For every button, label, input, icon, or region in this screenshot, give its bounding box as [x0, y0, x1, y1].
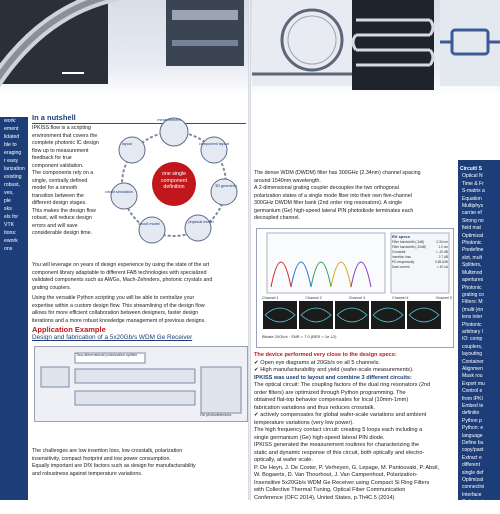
example-line: insensitivity, compact footprint and low power consumption. — [32, 455, 171, 462]
reference-line: W. Bogaerts, D. Van Thourhout, J. Van Campenhout, Polarization- — [254, 472, 418, 478]
ipkiss-gen-line: static and dynamic response of this circuit, both optically and electro- — [254, 449, 425, 456]
left-panel-line: els for — [4, 214, 19, 220]
right-panel-line: apertures — [462, 277, 484, 284]
right-panel-line: language — [462, 432, 483, 439]
left-panel-line: work: — [4, 118, 17, 124]
intro-line: This makes the design flow — [32, 207, 96, 214]
ipkiss-gen-line: optically, at wafer scale. — [254, 457, 313, 463]
para2-line: validated components such as AWGs, Mach-Zehnders, photonic crystals and — [32, 277, 213, 283]
cycle-center-line: component — [160, 177, 188, 184]
left-panel-line: existing — [4, 174, 22, 180]
right-panel-line: Container — [462, 358, 484, 365]
intro-line: single, centrally defined — [32, 177, 88, 184]
left-panel-line: ement — [4, 126, 19, 132]
intro-line: robust, will reduce design — [32, 215, 92, 221]
cycle-stage-label: 3D geometry — [215, 184, 237, 188]
right-panel-line: Multimod — [462, 269, 483, 276]
cycle-stage-label: component layout — [199, 142, 229, 146]
right-panel-line: Splitters, — [462, 262, 482, 269]
receiver-layout-figure — [34, 346, 248, 422]
right-panel-line: Strong no — [462, 217, 484, 224]
right-panel-line: Extract e — [462, 454, 482, 461]
reference-line: Insensitive 5x20Gb/s WDM Ge Receiver using Compact Si Ring Filters — [254, 479, 430, 486]
right-panel-line: slot, mult — [462, 254, 483, 261]
channel-label: Channel 2 — [305, 296, 322, 300]
specs-table — [392, 240, 448, 270]
optical-line: obtained flat-top behavior compensates for local (10mm-1mm) — [254, 397, 409, 403]
right-panel-line: single def — [462, 469, 484, 476]
cycle-stage-label: physical model — [188, 220, 214, 224]
spiral-photo — [352, 0, 434, 90]
para3-line: iterations and a more robust knowledge management of previous designs. — [32, 317, 206, 324]
channel-label: Channel 5 — [435, 296, 452, 300]
spec-value: 0.55 A/W — [435, 260, 448, 264]
intro-line: flow up to measurement — [32, 147, 89, 154]
spec-value: 2.7 dB — [438, 255, 448, 259]
results-highlight: The device performed very close to the design specs: — [254, 352, 397, 358]
left-panel-line: sks — [4, 206, 12, 212]
intro-line: complete photonic IC design — [32, 140, 99, 146]
right-panel-line: IO: comp — [462, 336, 483, 343]
spec-label: Insertion loss — [392, 255, 411, 259]
right-panel-line: Alignmen — [462, 365, 483, 372]
right-panel-line: definitio — [462, 410, 480, 417]
intro-line: transition between the — [32, 192, 84, 199]
cycle-center-label — [152, 171, 196, 191]
optical-line: fabrication variations and thus reduces crosstalk. — [254, 404, 375, 411]
heater-line: temperature variations (very low power). — [254, 419, 354, 426]
right-panel-line: Optical N — [462, 173, 483, 180]
ipkiss-gen-line: IPKISS generated the measurement routines for characterizing the — [254, 442, 420, 448]
cycle-center-line: one single — [161, 171, 187, 177]
reference-line: P. De Heyn, J. De Coster, P. Verheyen, G. Lepage, M. Pantouvaki, P. Absil, — [254, 464, 440, 471]
example-subheading: Design and fabrication of a 5x20Gb/s WDM Ge Receiver — [32, 334, 193, 341]
right-panel-line: Photonic — [462, 240, 482, 247]
spec-label: PD responsivity — [392, 260, 415, 264]
right-panel-line: Time & Fr — [462, 180, 484, 187]
bitrate-note: Bitrate 20Gb/s · SNR > 7.0 (BER < 1e-12) — [262, 334, 337, 339]
left-panel-line: lidated — [4, 134, 20, 140]
right-panel-line: connectivi — [462, 484, 485, 491]
left-panel-line: r easy — [4, 158, 19, 164]
spec-label: Filter bandwidth (-3dB) — [392, 240, 425, 244]
intro-line: The components rely on a — [32, 170, 94, 176]
right-panel-line: S-matrix a — [462, 188, 485, 195]
right-panel-line: lens inter — [462, 314, 483, 321]
channel-labels — [262, 296, 452, 300]
right-panel-line: grating co — [462, 291, 484, 298]
intro-line: component validation. — [32, 162, 84, 169]
right-panel-line: Export mu — [462, 380, 485, 387]
specs-title: RX specs — [392, 234, 411, 239]
intro-line: considerable design time. — [32, 230, 93, 236]
right-panel-line: Control e — [462, 388, 483, 395]
para2-line: You will leverage on years of design experience by using the state of the art — [32, 262, 210, 268]
filter-line: The dense WDM (DWDM) filter has 300GHz (2.34nm) channel spacing — [254, 170, 421, 176]
right-panel-line: numeric — [462, 506, 480, 513]
spec-value: 1.2 nm — [438, 245, 448, 249]
nutshell-paragraph-2 — [32, 262, 248, 292]
heater-line: ✔ actively compensates for global wafer-scale variations and ambient — [254, 412, 427, 418]
result-bullet: ✔ High manufacturability and yield (wafer-scale measurements). — [254, 367, 414, 373]
right-feature-panel — [458, 160, 500, 513]
channel-label: Channel 3 — [348, 296, 366, 300]
filter-line: 300GHz DWDM filter bank (2nd order ring resonators). A single — [254, 200, 403, 206]
right-panel-line: couplers, — [462, 343, 483, 350]
intro-line: IPKISS.flow is a scripting — [32, 125, 91, 131]
right-panel-line: Mask rou — [462, 373, 483, 380]
cycle-center-line: definition — [163, 184, 185, 190]
right-panel-line: Photonic — [462, 321, 482, 328]
filter-description — [254, 170, 454, 223]
results-block — [254, 352, 454, 502]
example-paragraph — [32, 448, 248, 478]
right-panel-line: Multiphys — [462, 203, 484, 210]
spec-label: Crosstalk — [392, 250, 406, 254]
optical-line: The optical circuit: The coupling factors of the dual ring resonators (2nd — [254, 382, 431, 388]
intro-line: environment that covers the — [32, 132, 98, 139]
para2-line: grating couplers. — [32, 284, 72, 291]
reference-line: Conference (OFC 2014), United States, p.Th4C.5 (2014) — [254, 494, 395, 501]
spec-label: Dark current — [392, 265, 410, 269]
intro-line: feedback for true — [32, 155, 72, 161]
spec-value: < -20 dB — [435, 250, 448, 254]
intro-line: model for a smooth — [32, 185, 78, 191]
intro-line: errors and will save — [32, 222, 78, 229]
para2-line: component library adaptable to different FAB technologies with specialized — [32, 269, 207, 276]
right-panel-line: Predefine — [462, 247, 484, 254]
optical-line: order filters) are optimized through Python programming. The — [254, 389, 406, 396]
cycle-stage-label: circuit simulation — [104, 190, 134, 194]
filter-line: polarization states of a single mode fiber into their own five-channel — [254, 192, 412, 199]
right-panel-line: Python p — [462, 417, 482, 424]
right-panel-line: Filters: M — [462, 299, 483, 306]
cycle-stage-label: layout — [121, 142, 133, 146]
waveguide-photo — [0, 0, 108, 84]
cycle-stage-label: circuit model — [138, 222, 160, 226]
right-panel-line: Interface — [462, 491, 482, 498]
filter-line: around 1540nm wavelength. — [254, 177, 321, 184]
example-line: The challenges are low insertion loss, low crosstalk, polarization — [32, 448, 183, 454]
micro-photo — [166, 0, 244, 66]
right-panel-line: from IPKI — [462, 395, 483, 402]
right-panel-line: layouting — [462, 351, 483, 358]
right-panel-line: field mat — [462, 225, 481, 232]
right-panel-line: Optimizat — [462, 477, 484, 484]
right-panel-line: Embed te — [462, 403, 484, 409]
ipkiss-line: IPKISS was used to layout and combine 3 different circuits: — [254, 374, 412, 381]
spec-row — [392, 265, 448, 270]
para3-line: expertise within a custom design flow. This streamlining of the design flow — [32, 302, 205, 309]
page-spine — [248, 0, 251, 500]
fig-label-ge: Ge photodetectors — [200, 413, 232, 417]
left-panel-line: VTK — [4, 222, 15, 228]
left-feature-panel — [0, 117, 28, 500]
filter-line: A 2-dimensional grating coupler decouples the two orthogonal — [254, 185, 399, 191]
nutshell-paragraph-3 — [32, 295, 248, 325]
right-panel-line: carrier ef — [462, 210, 482, 217]
left-panel-line: ves, — [4, 190, 14, 196]
hf-line: The high frequency contact circuit: creating 5 loops each including a — [254, 427, 423, 433]
left-panel-line: ework — [4, 238, 18, 244]
reference-line: with Collective Thermal Tuning, Optical Fiber Communication — [254, 487, 406, 493]
right-panel-line: Define bu — [462, 440, 484, 447]
filter-line: germanium (Ge) high-speed lateral PIN photodiode terminates each — [254, 207, 414, 214]
right-panel-line: Equation — [462, 195, 482, 202]
result-bullet: ✔ Open eye diagrams at 20Gb/s on all 5 channels. — [254, 359, 380, 366]
right-panel-line: Optimizat — [462, 232, 484, 239]
right-panel-line: different — [462, 462, 480, 469]
right-panel-title: Circuit/ S — [460, 166, 482, 172]
device-photo — [440, 0, 500, 86]
right-panel-line: copy/past — [462, 447, 484, 454]
right-panel-line: arbitrary l — [462, 328, 483, 335]
fig-label-splitter: Two-dimensional polarization splitter — [76, 353, 138, 357]
example-heading: Application Example — [32, 325, 106, 334]
intro-line: different design stages. — [32, 200, 87, 206]
spec-label: Filter bandwidth (-20dB) — [392, 245, 427, 249]
para3-line: allows for more efficient collaboration between designers, faster design — [32, 310, 199, 316]
filter-line: decoupled channel. — [254, 215, 300, 221]
cycle-stage-label: measurement — [157, 118, 181, 122]
nutshell-heading: In a nutshell — [32, 113, 76, 122]
spec-value: 0.34 nm — [436, 240, 448, 244]
left-panel-line: ons — [4, 246, 13, 252]
left-panel-line: eraging — [4, 150, 22, 156]
right-panel-line: Optimizat — [462, 499, 484, 506]
channel-label: Channel 4 — [392, 296, 409, 300]
left-panel-line: tions: — [4, 230, 17, 236]
right-panel-line: Photonic — [462, 284, 482, 291]
hf-line: single germanium (Ge) high-speed lateral PIN diode. — [254, 434, 385, 441]
ring-photo — [252, 0, 352, 86]
spec-value: < 40 nA — [436, 265, 448, 269]
channel-label: Channel 1 — [262, 296, 279, 300]
right-panel-line: Python: e — [462, 425, 484, 432]
left-panel-line: ble to — [4, 142, 17, 148]
left-panel-line: ple — [4, 198, 11, 204]
para3-line: Using the versatile Python scripting you will be able to centralize your — [32, 295, 195, 301]
example-line: and robustness against temperature variations. — [32, 470, 143, 477]
left-panel-line: robust, — [4, 182, 20, 188]
example-line: Equally important are DfX factors such as design for manufacturability — [32, 463, 196, 469]
left-panel-line: larization — [4, 166, 25, 172]
right-panel-line: (multi-)rin — [462, 306, 484, 313]
